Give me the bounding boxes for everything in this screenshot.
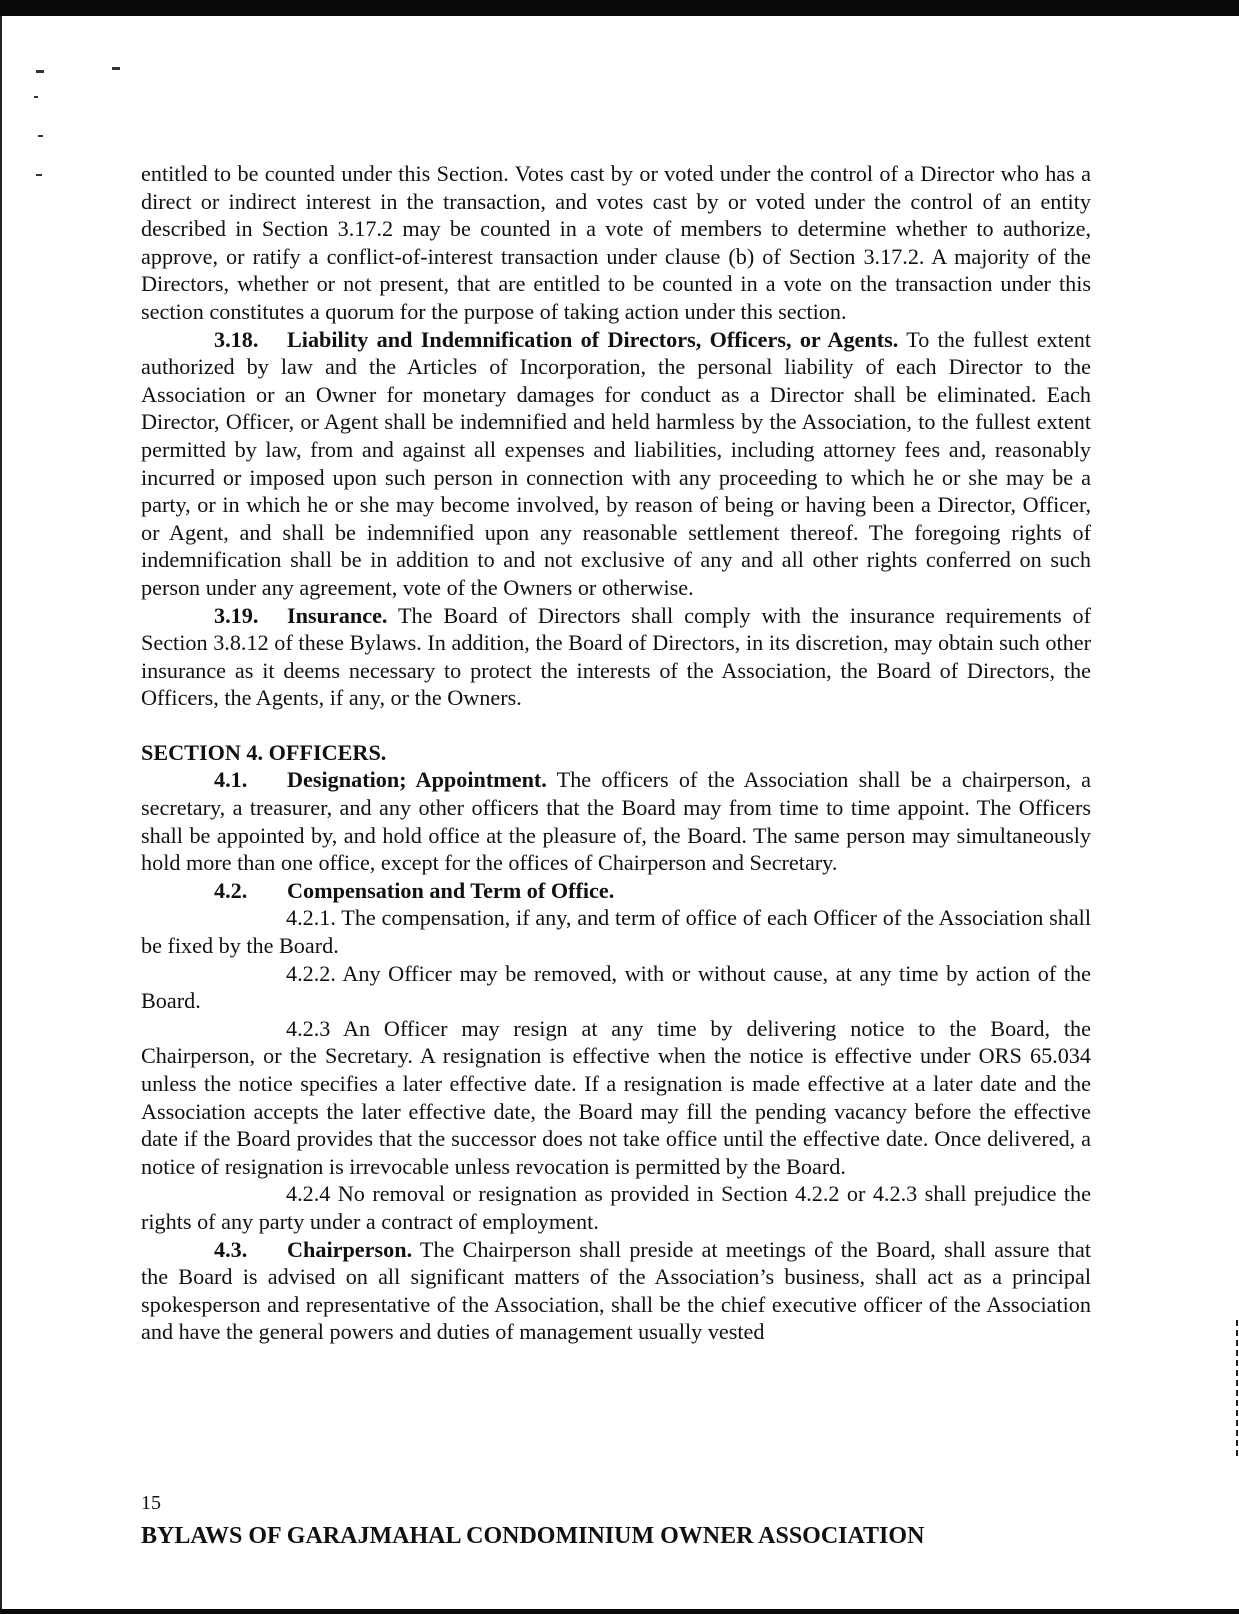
page-number: 15: [141, 1492, 161, 1514]
scan-speck: [34, 96, 38, 98]
scan-speck: [38, 135, 43, 137]
section-4-2-2: 4.2.2. Any Officer may be removed, with or without cause, at any time by action of the Board.: [141, 960, 1091, 1014]
section-text: The officers of the Association shall be a chairperson, a secretary, a treasurer, and any other officers that the Board may from time to time appoint. The Officers shall be appointed by, and hold office at the pleasure of, the Board. The same person may simultaneously hold more than one office, except for the offices of Chairperson and Secretary.: [141, 767, 1091, 876]
section-number: 4.3.: [214, 1236, 248, 1262]
section-4-heading: SECTION 4. OFFICERS.: [141, 739, 387, 765]
section-title: Liability and Indemnification of Directors, Officers, or Agents.: [287, 326, 899, 352]
scan-speck: [112, 67, 120, 70]
section-number: 4.2.: [214, 877, 248, 903]
scan-right-mark: [1236, 1320, 1238, 1460]
scan-speck: [36, 174, 42, 176]
section-4-1: [141, 766, 1091, 876]
section-title: Designation; Appointment.: [287, 767, 547, 793]
section-4-2-3: 4.2.3 An Officer may resign at any time by delivering notice to the Board, the Chairperson, or the Secretary. A resignation is effective when the notice is effective under ORS 65.034 unless the notice specifies a later effective date. If a resignation is made effective at a later date and the Association accepts the later effective date, the Board may fill the pending vacancy before the effective date if the Board provides that the successor does not take office until the effective date. Once delivered, a notice of resignation is irrevocable unless revocation is permitted by the Board.: [141, 1015, 1091, 1179]
document-body: [141, 160, 1091, 1346]
section-text: To the fullest extent authorized by law and the Articles of Incorporation, the personal liability of each Director to the Association or an Owner for monetary damages for conduct as a Director shall be eliminated. Each Director, Officer, or Agent shall be indemnified and held harmless by the Association, to the fullest extent permitted by law, from and against all expenses and liabilities, including attorney fees and, reasonably incurred or imposed upon such person in connection with any proceeding to which he or she may be a party, or in which he or she may become involved, by reason of being or having been a Director, Officer, or Agent, and shall be indemnified upon any reasonable settlement thereof. The foregoing rights of indemnification shall be in addition to and not exclusive of any and all other rights conferred on such person under any agreement, vote of the Owners or otherwise.: [141, 326, 1091, 600]
section-text: The Chairperson shall preside at meetings of the Board, shall assure that the Board is advised on all significant matters of the Association’s business, shall act as a principal spokesperson and representative of the Association, shall be the chief executive officer of the Association and have the general powers and duties of management usually vested: [141, 1236, 1091, 1345]
section-title: Insurance.: [287, 602, 388, 628]
section-number: 3.18.: [214, 326, 259, 352]
section-3-19: [141, 602, 1091, 712]
section-4-2-4: 4.2.4 No removal or resignation as provided in Section 4.2.2 or 4.2.3 shall prejudice the rights of any party under a contract of employment.: [141, 1181, 1091, 1234]
scan-top-border: [0, 0, 1239, 16]
document-footer-title: BYLAWS OF GARAJMAHAL CONDOMINIUM OWNER ASSOCIATION: [141, 1523, 925, 1549]
section-4-3: [141, 1236, 1091, 1346]
section-title: Compensation and Term of Office.: [287, 877, 615, 903]
section-title: Chairperson.: [287, 1236, 413, 1262]
section-4-2: [141, 877, 1091, 905]
scan-bottom-border: [0, 1609, 1239, 1614]
section-3-18: [141, 326, 1091, 602]
section-4-2-1: 4.2.1. The compensation, if any, and term of office of each Officer of the Association shall be fixed by the Board.: [141, 905, 1091, 959]
section-number: 4.1.: [214, 767, 248, 793]
scan-speck: [36, 70, 44, 73]
paragraph-continuation: entitled to be counted under this Section. Votes cast by or voted under the control of a Director who has a direct or indirect interest in the transaction, and votes cast by or voted under the control of an entity described in Section 3.17.2 may be counted in a vote of members to determine whether to authorize, approve, or ratify a conflict-of-interest transaction under clause (b) of Section 3.17.2. A majority of the Directors, whether or not present, that are entitled to be counted in a vote on the transaction under this section constitutes a quorum for the purpose of taking action under this section.: [141, 161, 1091, 324]
section-number: 3.19.: [214, 602, 259, 628]
scan-left-edge: [0, 16, 2, 1609]
section-text: The Board of Directors shall comply with the insurance requirements of Section 3.8.12 of these Bylaws. In addition, the Board of Directors, in its discretion, may obtain such other insurance as it deems necessary to protect the interests of the Association, the Board of Directors, the Officers, the Agents, if any, or the Owners.: [141, 602, 1091, 711]
